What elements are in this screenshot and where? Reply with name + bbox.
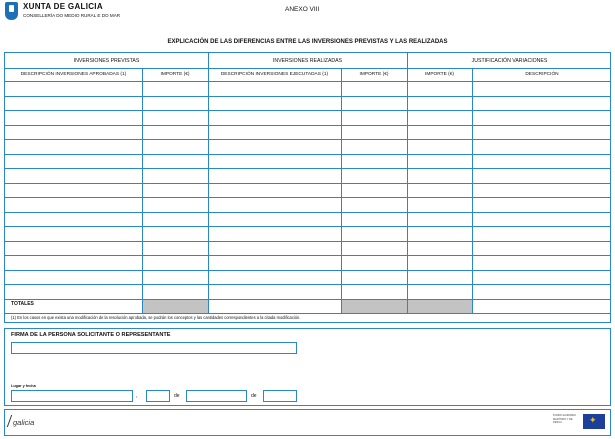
column-header-importe-variacion: IMPORTE (€) (425, 72, 454, 77)
group-header-justificacion: JUSTIFICACIÓN VARIACIONES (471, 58, 548, 64)
page-title: EXPLICACIÓN DE LAS DIFERENCIAS ENTRE LAS INVERSIONES PREVISTAS Y LAS REALIZADAS (167, 39, 448, 45)
signature-section (4, 328, 611, 406)
xunta-logo (5, 2, 145, 28)
galicia-brand: galicia (13, 418, 35, 427)
month-field[interactable] (186, 390, 247, 402)
group-header-realizadas: INVERSIONES REALIZADAS (272, 58, 343, 64)
comma-separator: , (136, 393, 138, 399)
row-divider (5, 241, 610, 242)
place-field[interactable] (11, 390, 133, 402)
row-divider (5, 212, 610, 213)
row-divider (5, 96, 610, 97)
group-header-previstas: INVERSIONES PREVISTAS (73, 58, 140, 64)
column-divider (142, 68, 143, 313)
de-label: de (251, 393, 257, 399)
row-divider (5, 255, 610, 256)
row-divider (5, 299, 610, 300)
org-title: XUNTA DE GALICIA (23, 2, 103, 11)
year-field[interactable] (263, 390, 297, 402)
row-divider (5, 81, 610, 82)
eu-fund-text: FONDO EUROPEO MARÍTIMO Y DE PESCA (553, 414, 577, 425)
row-divider (5, 313, 610, 314)
investments-table (4, 52, 611, 323)
footer (4, 409, 611, 436)
column-header-desc-aprobadas: DESCRIPCIÓN INVERSIONES APROBADAS (1) (20, 72, 127, 77)
day-field[interactable] (146, 390, 170, 402)
column-divider (472, 68, 473, 313)
row-divider (5, 68, 610, 69)
row-divider (5, 110, 610, 111)
column-header-desc-ejecutadas: DESCRIPCIÓN INVERSIONES EJECUTADAS (1) (220, 72, 329, 77)
place-date-label: Lugar y fecha (11, 384, 36, 388)
row-divider (5, 226, 610, 227)
row-divider (5, 139, 610, 140)
row-divider (5, 183, 610, 184)
row-divider (5, 125, 610, 126)
org-subtitle: CONSELLERÍA DO MEDIO RURAL E DO MAR (23, 13, 121, 18)
annex-label: ANEXO VIII (285, 6, 320, 13)
row-divider (5, 270, 610, 271)
row-divider (5, 197, 610, 198)
galicia-shield-icon (5, 2, 18, 20)
signature-field[interactable] (11, 342, 297, 354)
footnote: (1) En los casos en que exista una modificación de la resolución aprobada, se podrán los conceptos y las cantidades correspondientes a la citada modificación. (11, 315, 301, 320)
totals-cell-disabled (142, 299, 208, 313)
row-divider (5, 284, 610, 285)
signature-title: FIRMA DE LA PERSONA SOLICITANTE O REPRESENTANTE (11, 332, 171, 338)
totals-cell-disabled (341, 299, 407, 313)
column-header-importe-previsto: IMPORTE (€) (160, 72, 190, 77)
column-divider (341, 68, 342, 313)
row-divider (5, 168, 610, 169)
totals-label: TOTALES (11, 301, 34, 307)
de-label: de (174, 393, 180, 399)
column-header-importe-realizado: IMPORTE (€) (359, 72, 389, 77)
eu-flag-icon (583, 414, 605, 429)
column-header-descripcion: DESCRIPCIÓN (525, 72, 559, 77)
row-divider (5, 154, 610, 155)
totals-cell-disabled (407, 299, 472, 313)
